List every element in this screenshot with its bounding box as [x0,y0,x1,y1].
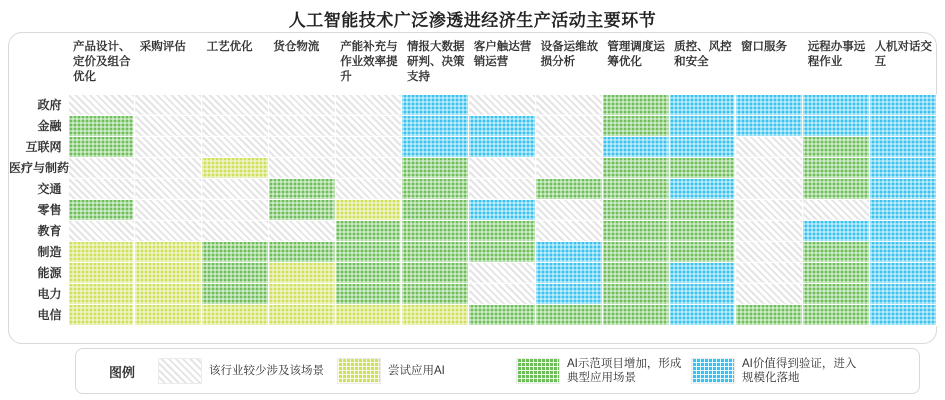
column-header: 产能补充与作业效率提升 [340,41,398,83]
heatmap-cell [402,220,469,241]
heatmap-cell [268,241,335,262]
legend-item-0 [158,358,331,384]
heatmap-cell [268,199,335,220]
row-header: 制造 [37,245,62,259]
heatmap-cell [68,241,135,262]
heatmap-cell [870,136,937,157]
heatmap-cell [736,178,803,199]
heatmap-cell [135,241,202,262]
heatmap-cell [870,241,937,262]
heatmap-cell [202,283,269,304]
column-header-row [8,32,937,94]
heatmap-cell [536,283,603,304]
heatmap-cell [602,178,669,199]
heatmap-row [8,178,937,199]
heatmap-cell [736,94,803,115]
legend-item-3 [691,357,860,385]
heatmap-cell [68,283,135,304]
heatmap-cell [202,199,269,220]
column-header: 货仓物流 [273,41,320,53]
heatmap-cell [602,241,669,262]
heatmap-cell [202,220,269,241]
legend [75,348,920,394]
heatmap-cell [402,115,469,136]
heatmap-row [8,136,937,157]
row-header: 教育 [37,224,62,238]
heatmap-cell [202,115,269,136]
row-header: 政府 [37,98,62,112]
heatmap-cell [402,199,469,220]
column-header: 采购评估 [139,41,186,53]
heatmap-cell [870,178,937,199]
heatmap-cell [268,94,335,115]
column-header: 质控、风控和安全 [674,41,732,68]
heatmap-cell [602,283,669,304]
heatmap-cell [402,136,469,157]
heatmap-cell [536,136,603,157]
heatmap-cell [602,115,669,136]
heatmap-cell [536,157,603,178]
heatmap-cell [736,241,803,262]
heatmap-cell [736,136,803,157]
heatmap-cell [803,241,870,262]
column-header: 管理调度运筹优化 [607,41,665,68]
heatmap-cell [335,157,402,178]
heatmap-cell [68,220,135,241]
heatmap-cell [469,178,536,199]
heatmap-cell [402,178,469,199]
heatmap-cell [803,262,870,283]
heatmap-body [8,94,937,325]
heatmap-grid [8,32,937,344]
heatmap-cell [803,304,870,325]
heatmap-row [8,262,937,283]
heatmap-cell [335,283,402,304]
legend-item-1 [337,358,510,384]
heatmap-cell [870,262,937,283]
heatmap-cell [803,94,870,115]
heatmap-cell [803,283,870,304]
heatmap-cell [602,220,669,241]
heatmap-cell [68,178,135,199]
heatmap-cell [68,199,135,220]
heatmap-cell [68,115,135,136]
heatmap-cell [402,304,469,325]
heatmap-cell [268,136,335,157]
heatmap-cell [669,304,736,325]
column-header: 人机对话交互 [874,41,933,68]
heatmap-cell [268,178,335,199]
legend-label: AI示范项目增加，形成典型应用场景 [567,358,682,384]
heatmap-cell [402,262,469,283]
heatmap-cell [602,262,669,283]
heatmap-cell [469,94,536,115]
row-header: 医疗与制药 [9,161,70,175]
heatmap-cell [335,220,402,241]
row-header: 电力 [37,287,62,301]
heatmap-cell [803,157,870,178]
page-title: 人工智能技术广泛渗透进经济生产活动主要环节 [288,11,657,30]
heatmap-cell [469,262,536,283]
column-header: 产品设计、定价及组合优化 [73,41,131,83]
heatmap-cell [870,94,937,115]
legend-label: 该行业较少涉及该场景 [209,365,324,377]
heatmap-cell [68,262,135,283]
heatmap-cell [335,115,402,136]
heatmap-cell [469,241,536,262]
heatmap-row [8,157,937,178]
heatmap-cell [736,115,803,136]
heatmap-cell [536,241,603,262]
heatmap-cell [68,136,135,157]
column-header: 客户触达营销运营 [473,41,532,68]
legend-swatch-scaled [691,358,735,384]
heatmap-row [8,304,937,325]
heatmap-cell [602,157,669,178]
row-header: 交通 [37,182,62,196]
heatmap-cell [469,157,536,178]
heatmap-cell [536,220,603,241]
heatmap-cell [202,262,269,283]
heatmap-cell [536,115,603,136]
heatmap-cell [335,241,402,262]
heatmap-cell [536,199,603,220]
heatmap-cell [202,157,269,178]
heatmap-cell [669,178,736,199]
heatmap-cell [870,220,937,241]
heatmap-cell [669,220,736,241]
heatmap-cell [68,157,135,178]
heatmap-cell [669,157,736,178]
row-header: 零售 [37,203,62,217]
heatmap-cell [135,178,202,199]
heatmap-cell [135,220,202,241]
heatmap-cell [870,199,937,220]
legend-label: 尝试应用AI [388,365,445,377]
heatmap-cell [736,262,803,283]
heatmap-table [8,32,937,326]
heatmap-cell [335,178,402,199]
heatmap-cell [335,304,402,325]
heatmap-cell [135,157,202,178]
heatmap-cell [736,304,803,325]
heatmap-row [8,283,937,304]
heatmap-cell [469,115,536,136]
heatmap-cell [202,178,269,199]
heatmap-cell [335,94,402,115]
heatmap-cell [669,241,736,262]
heatmap-cell [602,199,669,220]
column-header: 设备运维故损分析 [540,41,599,68]
legend-swatch-none [158,358,202,384]
heatmap-cell [669,199,736,220]
heatmap-cell [870,157,937,178]
heatmap-cell [803,178,870,199]
heatmap-cell [268,304,335,325]
heatmap-cell [202,94,269,115]
legend-title: 图例 [108,364,135,380]
column-header: 远程办事远程作业 [807,41,866,68]
heatmap-cell [335,262,402,283]
heatmap-cell [669,115,736,136]
heatmap-cell [268,157,335,178]
heatmap-cell [736,283,803,304]
heatmap-cell [602,136,669,157]
heatmap-cell [268,262,335,283]
heatmap-cell [870,283,937,304]
heatmap-cell [803,115,870,136]
heatmap-cell [268,115,335,136]
heatmap-cell [469,136,536,157]
heatmap-cell [602,304,669,325]
heatmap-cell [736,157,803,178]
legend-item-2 [516,357,685,385]
heatmap-row [8,94,937,115]
heatmap-cell [135,136,202,157]
heatmap-cell [202,304,269,325]
heatmap-cell [469,199,536,220]
column-header: 情报大数据研判、决策支持 [406,41,465,83]
heatmap-row [8,115,937,136]
heatmap-cell [135,115,202,136]
heatmap-cell [736,199,803,220]
row-header: 能源 [37,266,62,280]
heatmap-row [8,220,937,241]
heatmap-cell [68,304,135,325]
heatmap-cell [536,94,603,115]
heatmap-cell [402,157,469,178]
column-header: 窗口服务 [740,41,787,53]
heatmap-cell [268,283,335,304]
heatmap-cell [135,262,202,283]
heatmap-cell [202,241,269,262]
heatmap-cell [536,262,603,283]
heatmap-cell [469,304,536,325]
heatmap-cell [335,199,402,220]
heatmap-cell [803,136,870,157]
heatmap-cell [202,136,269,157]
heatmap-row [8,199,937,220]
heatmap-cell [602,94,669,115]
legend-label: AI价值得到验证，进入规模化落地 [742,358,857,384]
column-header: 工艺优化 [206,41,253,53]
heatmap-cell [268,220,335,241]
row-header: 电信 [37,308,62,322]
heatmap-cell [135,304,202,325]
heatmap-cell [870,115,937,136]
heatmap-cell [669,283,736,304]
heatmap-cell [803,199,870,220]
heatmap-cell [135,199,202,220]
heatmap-cell [402,283,469,304]
heatmap-cell [870,304,937,325]
heatmap-cell [402,94,469,115]
heatmap-cell [669,94,736,115]
heatmap-cell [68,94,135,115]
row-header: 互联网 [25,140,62,154]
heatmap-cell [536,304,603,325]
legend-swatch-demo [516,358,560,384]
heatmap-cell [736,220,803,241]
heatmap-cell [135,283,202,304]
heatmap-cell [335,136,402,157]
heatmap-cell [669,136,736,157]
heatmap-cell [536,178,603,199]
heatmap-cell [669,262,736,283]
row-header: 金融 [37,119,62,133]
heatmap-cell [803,220,870,241]
heatmap-cell [469,283,536,304]
heatmap-cell [402,241,469,262]
corner-cell [8,32,68,94]
heatmap-cell [135,94,202,115]
heatmap-row [8,241,937,262]
legend-swatch-trial [337,358,381,384]
heatmap-cell [469,220,536,241]
